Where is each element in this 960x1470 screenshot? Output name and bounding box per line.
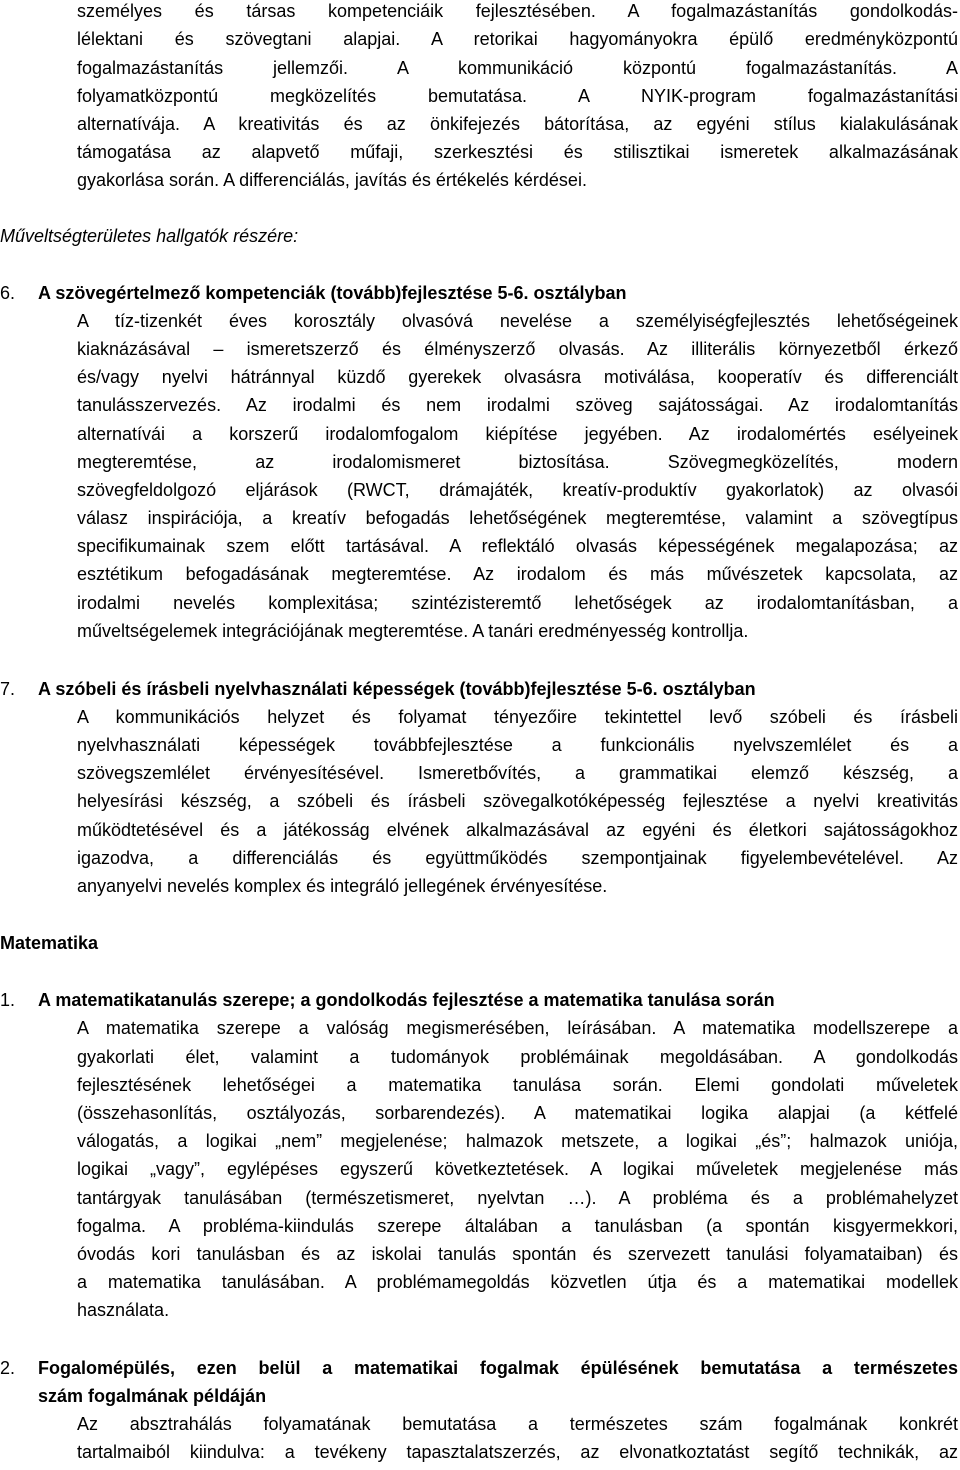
subheading: Műveltségterületes hallgatók részére: <box>0 226 299 246</box>
text-line: és/vagy nyelvi hátránnyal küzdő gyerekek olvasásra motiválása, kooperatív és differenciált <box>77 367 958 387</box>
text-line: tanulásszervezés. Az irodalmi és nem irodalmi szöveg sajátosságai. Az irodalomtanítás <box>77 395 958 415</box>
text-line: anyanyelvi nevelés komplex és integráló jellegének érvényesítése. <box>77 876 608 896</box>
section-number: 7. <box>0 679 16 699</box>
text-line: tantárgyak tanulásában (természetismeret, nyelvtan …). A probléma és a problémahelyzet <box>77 1188 958 1208</box>
text-line: használata. <box>77 1300 170 1320</box>
text-line: specifikumainak szem előtt tartásával. A reflektáló olvasás képességének megalapozása; az <box>77 536 958 556</box>
text-line: megteremtése, az irodalomismeret biztosítása. Szövegmegközelítés, modern <box>77 452 958 472</box>
text-line: a matematika tanulásában. A problémamegoldás közvetlen útja és a matematikai modellek <box>77 1272 958 1292</box>
text-line: gyakorlati élet, valamint a tudományok problémáinak megoldásában. A gondolkodás <box>77 1047 958 1067</box>
text-line: szövegfeldolgozó eljárások (RWCT, drámajáték, kreatív-produktív gyakorlatok) az olvasói <box>77 480 958 500</box>
text-line: irodalmi nevelés komplexitása; szintézisteremtő lehetőségek az irodalomtanításban, a <box>77 593 958 613</box>
text-line: személyes és társas kompetenciáik fejlesztésében. A fogalmazástanítás gondolkodás- <box>77 1 958 21</box>
section-number: 6. <box>0 283 16 303</box>
text-line: kiaknázásával – ismeretszerző és élményszerző olvasás. Az illiterális környezetből érkező <box>77 339 958 359</box>
text-line: igazodva, a differenciálás és együttműködés szempontjainak figyelembevételével. Az <box>77 848 958 868</box>
text-line: alternatívái a korszerű irodalomfogalom kiépítése jegyében. Az irodalomértés esélyeinek <box>77 424 958 444</box>
text-line: szövegszemlélet érvényesítésével. Ismeretbővítés, a grammatikai elemző készség, a <box>77 763 958 783</box>
text-line: alternatívája. A kreativitás és az önkifejezés bátorítása, az egyéni stílus kialakulásának <box>77 114 958 134</box>
text-line: folyamatközpontú megközelítés bemutatása. A NYIK-program fogalmazástanítási <box>77 86 958 106</box>
text-line: helyesírási készség, a szóbeli és írásbeli szövegalkotóképesség fejlesztése a nyelvi kreativitás <box>77 791 958 811</box>
text-line: fejlesztésének lehetőségei a matematika tanulása során. Elemi gondolati műveletek <box>77 1075 958 1095</box>
text-line: óvodás kori tanulásban és az iskolai tanulás spontán és szervezett tanulási folyamataiban) és <box>77 1244 958 1264</box>
text-line: A matematika szerepe a valóság megismerésében, leírásában. A matematika modellszerepe a <box>77 1018 958 1038</box>
section-number: 2. <box>0 1358 16 1378</box>
text-line: fogalmazástanítás jellemzői. A kommunikáció központú fogalmazástanítás. A <box>77 58 958 78</box>
text-line: tartalmaiból kiindulva: a tevékeny tapasztalatszerzés, az elvonatkoztatást segítő technikák, az <box>77 1442 958 1462</box>
text-line: fogalma. A probléma-kiindulás szerepe általában a tanulásban (a spontán kisgyermekkori, <box>77 1216 958 1236</box>
text-line: A kommunikációs helyzet és folyamat tényezőire tekintettel levő szóbeli és írásbeli <box>77 707 958 727</box>
text-line: lélektani és szövegtani alapjai. A retorikai hagyományokra épülő eredményközpontú <box>77 29 958 49</box>
text-line: válogatás, a logikai „nem” megjelenése; halmazok metszete, a logikai „és”; halmazok uniója, <box>77 1131 958 1151</box>
section-title: szám fogalmának példáján <box>38 1386 267 1406</box>
text-line: (összehasonlítás, osztályozás, sorbarendezés). A matematikai logika alapjai (a kétfelé <box>77 1103 958 1123</box>
section-title: Fogalomépülés, ezen belül a matematikai fogalmak épülésének bemutatása a természetes <box>38 1358 958 1378</box>
text-line: A tíz-tizenkét éves korosztály olvasóvá nevelése a személyiségfejlesztés lehetőségeinek <box>77 311 958 331</box>
text-line: Az absztrahálás folyamatának bemutatása a természetes szám fogalmának konkrét <box>77 1414 958 1434</box>
section-title: A szóbeli és írásbeli nyelvhasználati képességek (tovább)fejlesztése 5-6. osztályban <box>38 679 756 699</box>
text-line: műveltségelemek integrációjának megteremtése. A tanári eredményesség kontrollja. <box>77 621 749 641</box>
section-title: A matematikatanulás szerepe; a gondolkodás fejlesztése a matematika tanulása során <box>38 990 775 1010</box>
text-line: támogatása az alapvető műfaji, szerkesztési és stilisztikai ismeretek alkalmazásának <box>77 142 958 162</box>
text-line: működtetésével és a játékosság elvének alkalmazásával az egyéni és életkori sajátosságokhoz <box>77 820 958 840</box>
text-line: logikai „vagy”, egylépéses egyszerű következtetések. A logikai műveletek megjelenése más <box>77 1159 958 1179</box>
text-line: válasz inspirációja, a kreatív befogadás lehetőségének megteremtése, valamint a szövegtípus <box>77 508 958 528</box>
section-title: A szövegértelmező kompetenciák (tovább)fejlesztése 5-6. osztályban <box>38 283 627 303</box>
math-heading: Matematika <box>0 933 99 953</box>
text-line: esztétikum befogadásának megteremtése. Az irodalom és más művészetek kapcsolata, az <box>77 564 958 584</box>
text-line: gyakorlása során. A differenciálás, javítás és értékelés kérdései. <box>77 170 587 190</box>
text-line: nyelvhasználati képességek továbbfejlesztése a funkcionális nyelvszemlélet és a <box>77 735 958 755</box>
section-number: 1. <box>0 990 16 1010</box>
